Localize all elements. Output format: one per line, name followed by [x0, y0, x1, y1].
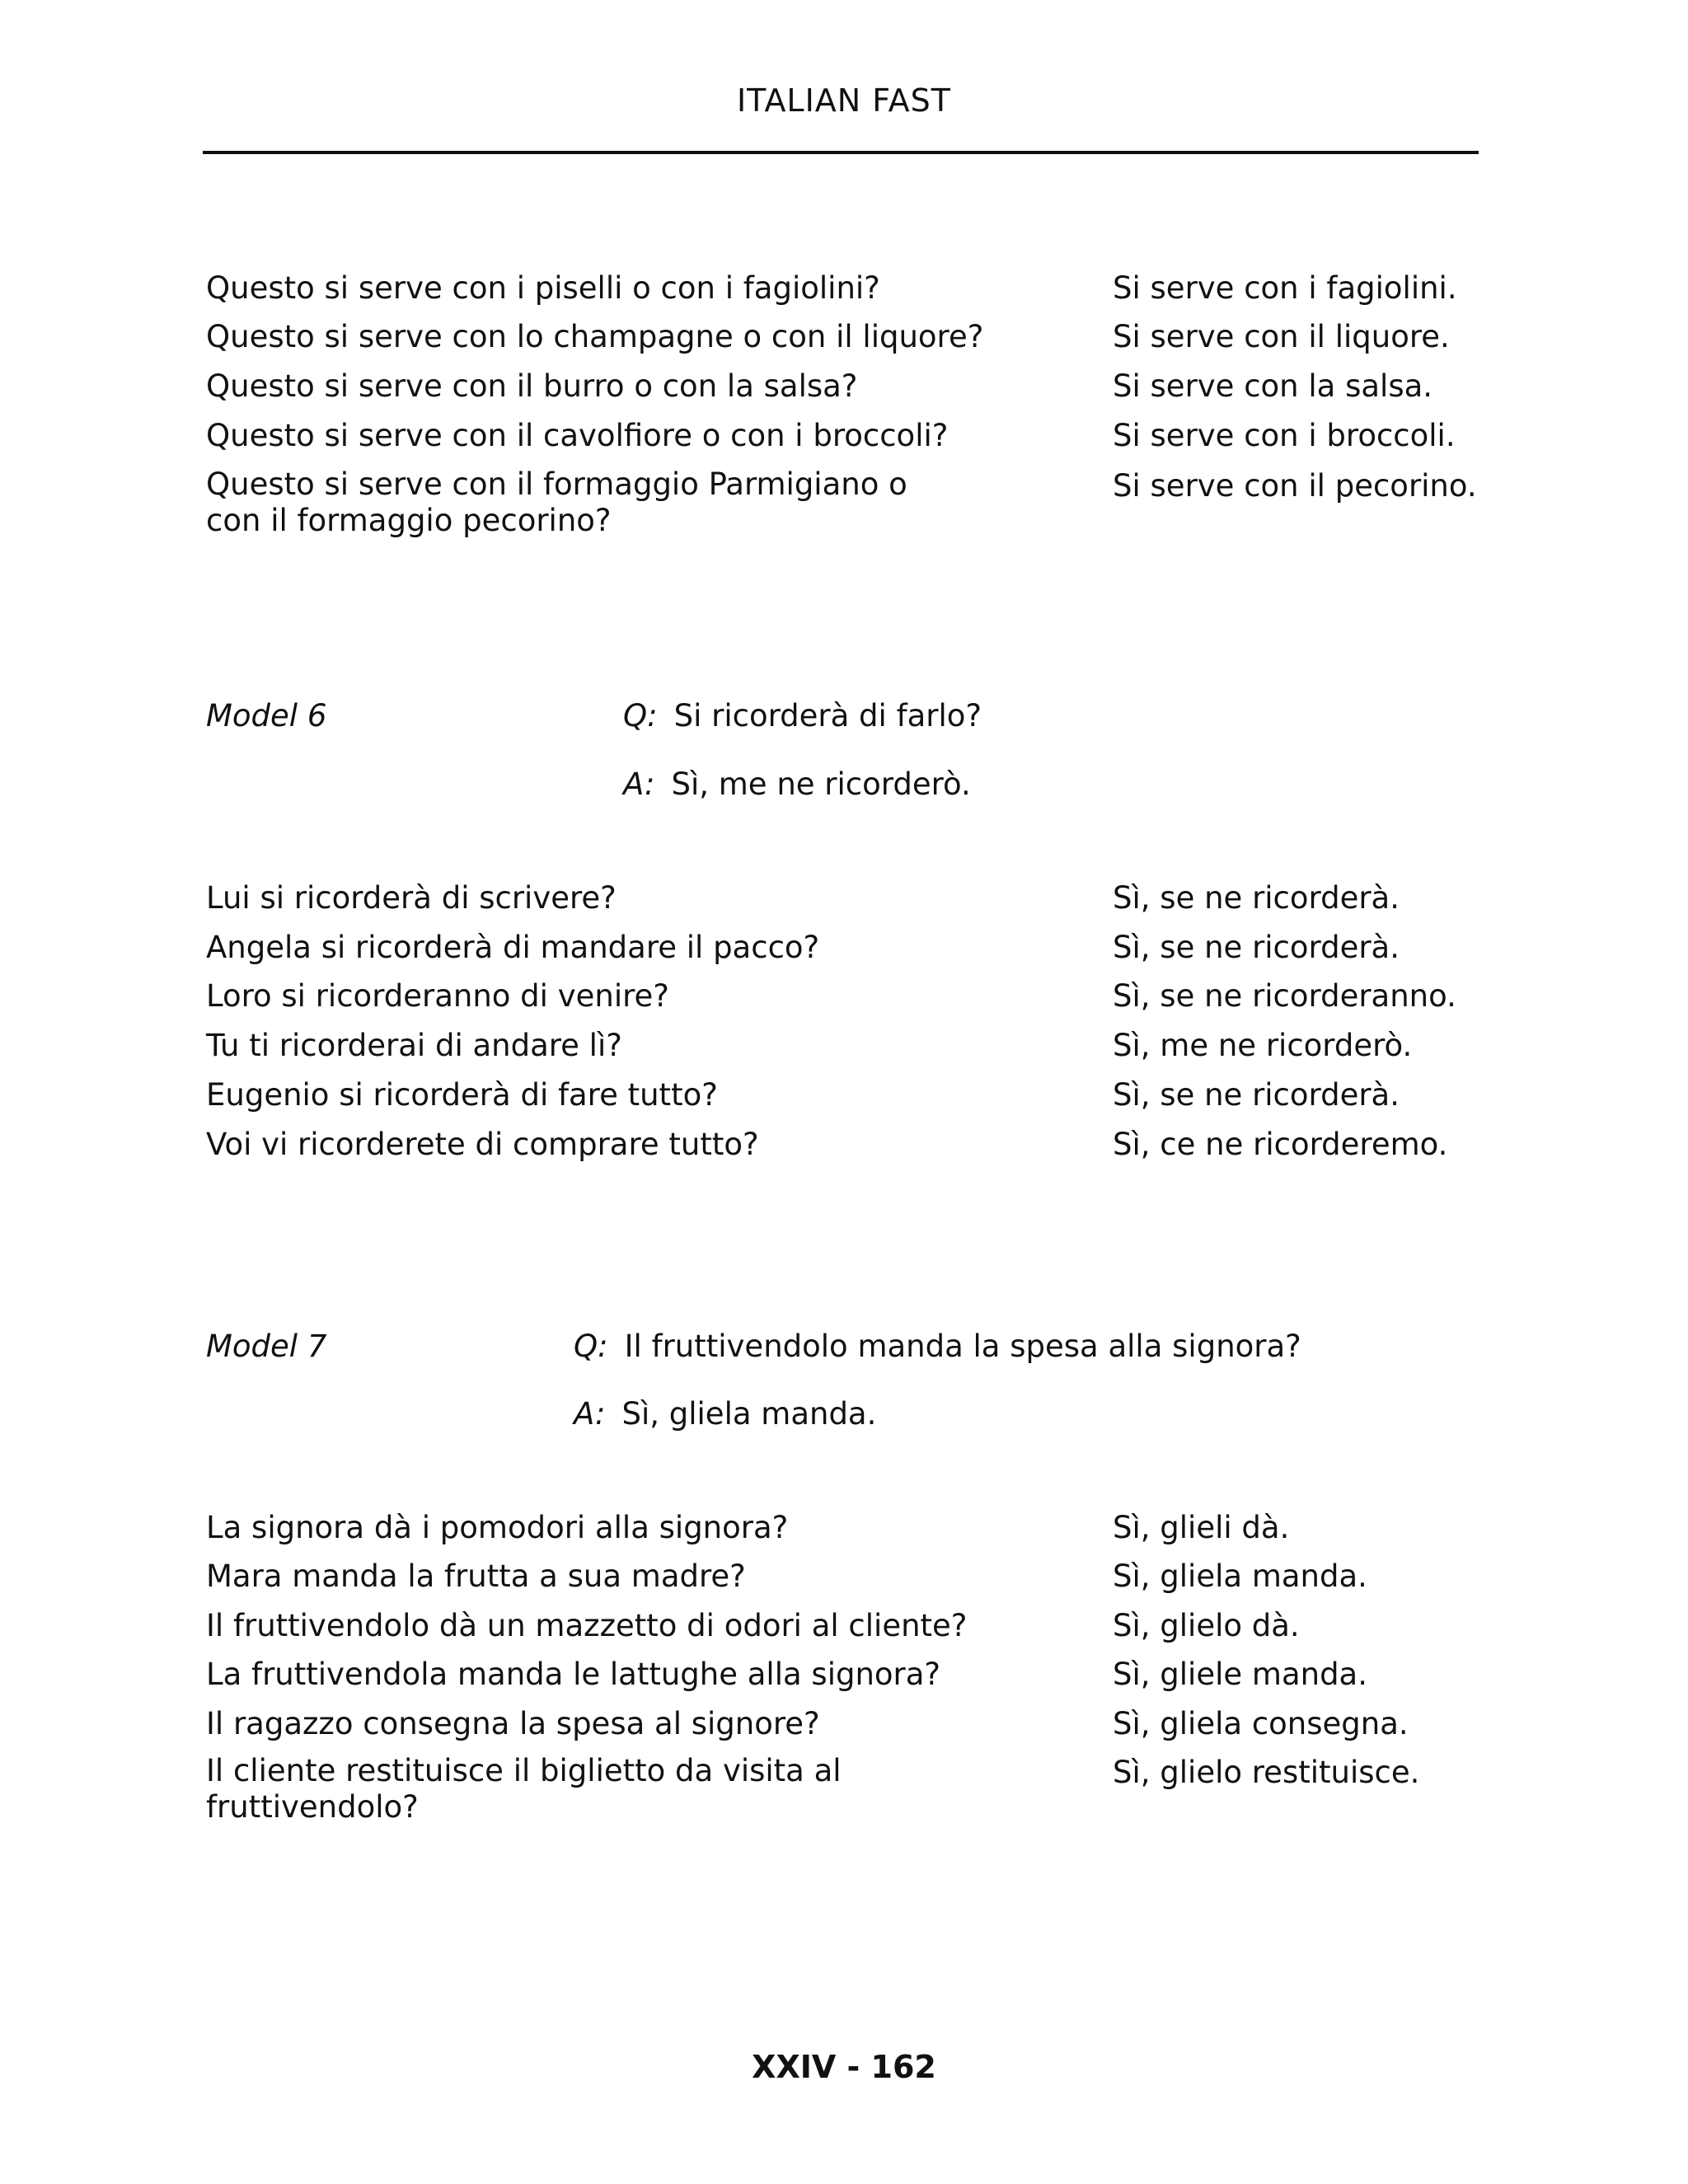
drill-answer: Si serve con i broccoli. [1113, 418, 1456, 453]
a-label: A: [623, 766, 655, 802]
page-header: ITALIAN FAST [736, 82, 952, 119]
drill-answer: Sì, gliela consegna. [1113, 1706, 1409, 1741]
drill-question: Tu ti ricorderai di andare lì? [206, 1028, 622, 1063]
model-answer [574, 1394, 876, 1434]
drill-answer: Si serve con il liquore. [1113, 319, 1450, 354]
model-question [574, 1327, 1301, 1366]
header-rule [203, 151, 1479, 154]
drill-answer: Sì, gliela manda. [1113, 1558, 1367, 1594]
drill-answer: Sì, se ne ricorderà. [1113, 1077, 1400, 1113]
drill-question: Lui si ricorderà di scrivere? [206, 880, 617, 916]
drill-question: Mara manda la frutta a sua madre? [206, 1558, 746, 1594]
drill-question: Eugenio si ricorderà di fare tutto? [206, 1077, 718, 1113]
drill-question: Angela si ricorderà di mandare il pacco? [206, 930, 820, 965]
drill-answer: Si serve con il pecorino. [1113, 468, 1477, 504]
drill-question: La signora dà i pomodori alla signora? [206, 1510, 789, 1545]
drill-question: Questo si serve con lo champagne o con il liquore? [206, 319, 984, 354]
drill-answer: Si serve con la salsa. [1113, 368, 1433, 404]
drill-answer: Sì, glielo dà. [1113, 1608, 1300, 1643]
model-label: Model 6 [206, 698, 327, 733]
drill-answer: Sì, me ne ricorderò. [1113, 1028, 1413, 1063]
q-label: Q: [623, 698, 658, 733]
drill-question: Questo si serve con il burro o con la salsa? [206, 368, 858, 404]
drill-answer: Sì, glielo restituisce. [1113, 1755, 1420, 1790]
drill-question: La fruttivendola manda le lattughe alla signora? [206, 1657, 941, 1692]
drill-question: Il cliente restituisce il biglietto da visita al fruttivendolo? [206, 1753, 842, 1825]
drill-question: Voi vi ricorderete di comprare tutto? [206, 1127, 759, 1162]
drill-answer: Sì, glieli dà. [1113, 1510, 1290, 1545]
drill-question: Questo si serve con il cavolfiore o con i broccoli? [206, 418, 949, 453]
drill-question: Loro si ricorderanno di venire? [206, 978, 669, 1014]
drill-answer: Sì, se ne ricorderà. [1113, 930, 1400, 965]
model-answer-text: Sì, me ne ricorderò. [671, 766, 971, 802]
model-question-text: Il fruttivendolo manda la spesa alla signora? [624, 1329, 1301, 1364]
drill-answer: Si serve con i fagiolini. [1113, 270, 1457, 306]
page-number: XXIV - 162 [752, 2049, 936, 2085]
drill-answer: Sì, gliele manda. [1113, 1657, 1367, 1692]
drill-question: Il ragazzo consegna la spesa al signore? [206, 1706, 820, 1741]
q-label: Q: [574, 1329, 608, 1364]
drill-question: Questo si serve con il formaggio Parmigiano o con il formaggio pecorino? [206, 466, 907, 538]
drill-question: Il fruttivendolo dà un mazzetto di odori al cliente? [206, 1608, 968, 1643]
drill-answer: Sì, ce ne ricorderemo. [1113, 1127, 1448, 1162]
drill-answer: Sì, se ne ricorderà. [1113, 880, 1400, 916]
model-answer-text: Sì, gliela manda. [621, 1396, 877, 1432]
drill-answer: Sì, se ne ricorderanno. [1113, 978, 1456, 1014]
model-label: Model 7 [206, 1329, 327, 1364]
model-question-text: Si ricorderà di farlo? [673, 698, 982, 733]
model-answer [623, 765, 971, 804]
a-label: A: [574, 1396, 606, 1432]
model-question [623, 696, 982, 736]
drill-question: Questo si serve con i piselli o con i fagiolini? [206, 270, 880, 306]
